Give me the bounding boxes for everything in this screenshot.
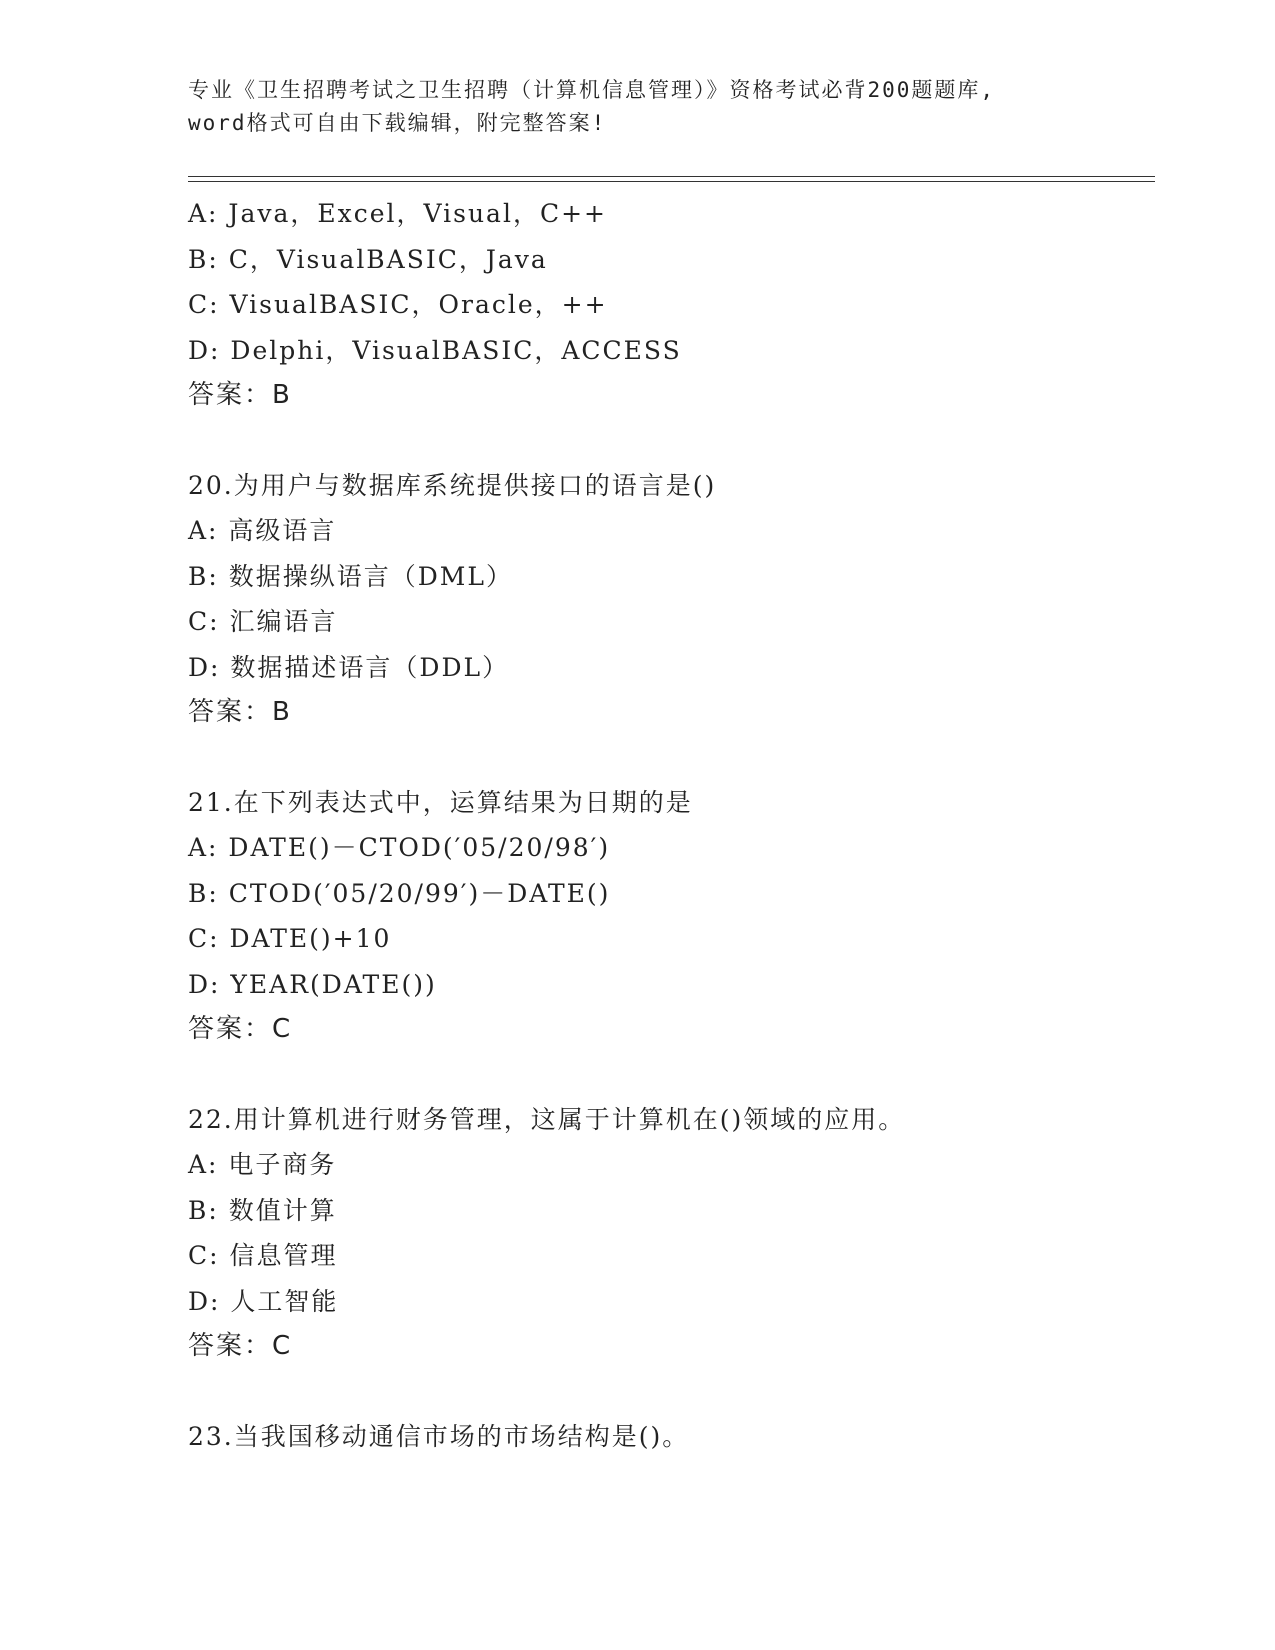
- option-a: A: DATE()－CTOD(′05/20/98′): [188, 833, 611, 862]
- question-block-21: [188, 780, 1155, 1053]
- answer-line: 答案：B: [188, 380, 292, 410]
- question-block-19: [188, 191, 1155, 419]
- option-d: D: YEAR(DATE()): [188, 969, 437, 999]
- option-d: D: 人工智能: [188, 1286, 339, 1316]
- option-a: A: 高级语言: [188, 516, 337, 545]
- question-stem: 21.在下列表达式中，运算结果为日期的是: [188, 787, 693, 817]
- header-title-line: 专业《卫生招聘考试之卫生招聘（计算机信息管理）》资格考试必背200题题库,: [188, 78, 996, 102]
- question-stem: 23.当我国移动通信市场的市场结构是()。: [188, 1421, 690, 1451]
- question-list: [188, 191, 1155, 1459]
- answer-line: 答案：C: [188, 1331, 293, 1361]
- document-header: [188, 74, 1088, 140]
- option-c: C: 信息管理: [188, 1241, 338, 1270]
- answer-line: 答案：C: [188, 1014, 293, 1044]
- option-c: C: DATE()+10: [188, 924, 392, 953]
- option-d: D: 数据描述语言（DDL）: [188, 652, 510, 682]
- option-a: A: 电子商务: [188, 1150, 337, 1179]
- option-b: B: 数值计算: [188, 1195, 337, 1225]
- header-divider-bottom: [188, 181, 1155, 182]
- question-stem: 20.为用户与数据库系统提供接口的语言是(): [188, 470, 717, 500]
- question-stem: 22.用计算机进行财务管理，这属于计算机在()领域的应用。: [188, 1104, 906, 1134]
- option-a: A: Java，Excel，Visual，C++: [188, 199, 607, 228]
- question-block-20: [188, 463, 1155, 736]
- option-d: D: Delphi，VisualBASIC，ACCESS: [188, 335, 682, 365]
- question-block-23: [188, 1414, 1155, 1460]
- option-b: B: C，VisualBASIC，Java: [188, 244, 548, 274]
- header-subtitle-line: word格式可自由下载编辑，附完整答案!: [188, 111, 607, 135]
- option-c: C: 汇编语言: [188, 607, 338, 636]
- question-block-22: [188, 1097, 1155, 1370]
- option-b: B: CTOD(′05/20/99′)－DATE(): [188, 878, 611, 908]
- option-b: B: 数据操纵语言（DML）: [188, 561, 513, 591]
- header-divider-top: [188, 176, 1155, 177]
- answer-line: 答案：B: [188, 697, 292, 727]
- option-c: C: VisualBASIC，Oracle，++: [188, 290, 608, 319]
